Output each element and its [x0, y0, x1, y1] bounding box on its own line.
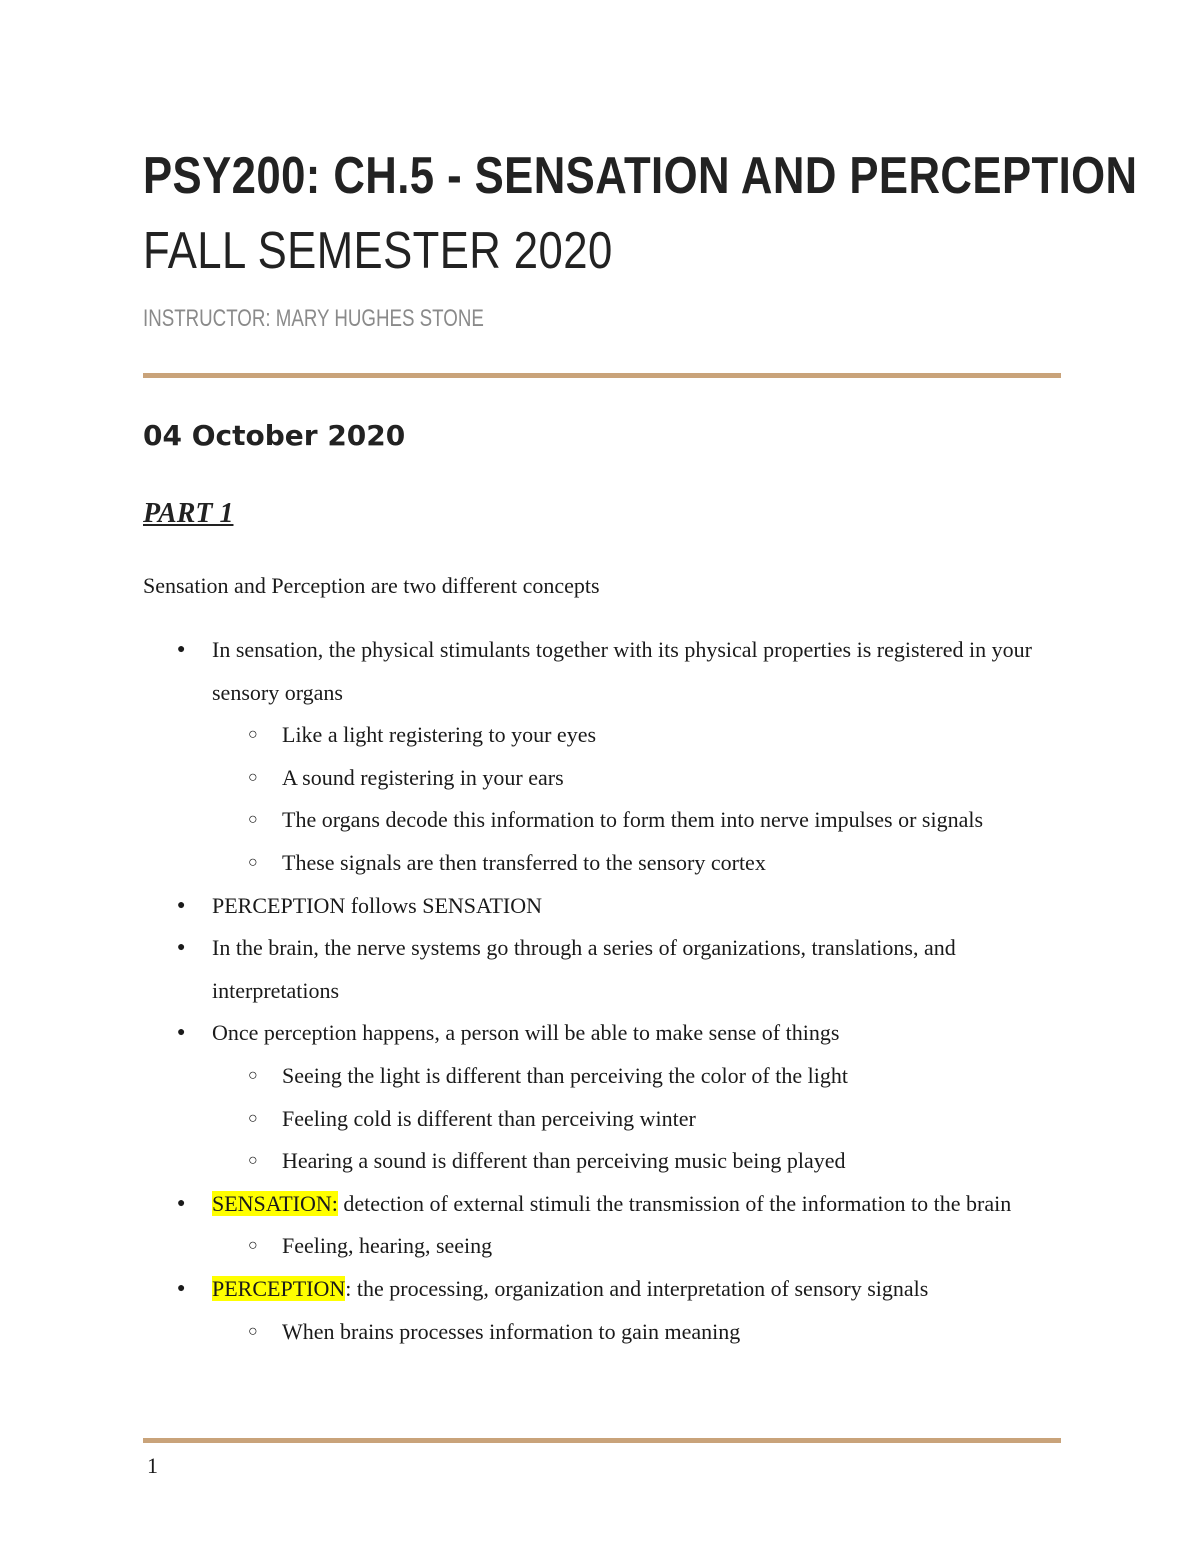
notes-list [0, 629, 1200, 1353]
hollow-bullet-icon: ○ [248, 853, 258, 871]
footer-divider [143, 1438, 1061, 1443]
hollow-bullet-icon: ○ [248, 726, 258, 744]
part-heading: PART 1 [143, 498, 234, 529]
bullet-text: Feeling, hearing, seeing [282, 1233, 493, 1259]
filled-bullet-icon: ● [177, 940, 186, 956]
filled-bullet-icon: ● [177, 642, 186, 657]
bullet-item [0, 1268, 1042, 1311]
header-divider [143, 373, 1061, 378]
sub-bullet-item [0, 714, 1062, 757]
sub-bullet-item [0, 1140, 1062, 1183]
sub-bullet-item [0, 757, 1062, 800]
bullet-text: : the processing, organization and interpretation of sensory signals [345, 1275, 929, 1301]
date-heading: 04 October 2020 [143, 419, 406, 452]
bullet-item [0, 927, 1042, 1012]
intro-paragraph: Sensation and Perception are two different concepts [143, 573, 600, 598]
hollow-bullet-icon: ○ [248, 1109, 258, 1127]
filled-bullet-icon: ● [177, 1025, 186, 1041]
bullet-text: The organs decode this information to form them into nerve impulses or signals [282, 807, 984, 833]
bullet-text: When brains processes information to gain meaning [282, 1318, 741, 1344]
bullet-text: Feeling cold is different than perceiving winter [282, 1105, 696, 1131]
page-number: 1 [147, 1453, 158, 1478]
bullet-item [0, 629, 1042, 714]
hollow-bullet-icon: ○ [248, 1066, 258, 1084]
filled-bullet-icon: ● [177, 897, 186, 913]
filled-bullet-icon: ● [177, 1195, 186, 1211]
bullet-text: PERCEPTION follows SENSATION [212, 892, 543, 918]
bullet-text: These signals are then transferred to the sensory cortex [282, 849, 766, 875]
highlighted-term: SENSATION: [212, 1190, 338, 1216]
bullet-text: Seeing the light is different than perceiving the color of the light [282, 1062, 848, 1088]
bullet-item [0, 1183, 1042, 1226]
hollow-bullet-icon: ○ [248, 768, 258, 786]
sub-bullet-item [0, 1098, 1062, 1141]
highlighted-term: PERCEPTION [212, 1275, 346, 1301]
document-subtitle: FALL SEMESTER 2020 [143, 222, 613, 280]
sub-bullet-item [0, 1225, 1062, 1268]
bullet-item [0, 1012, 1042, 1055]
hollow-bullet-icon: ○ [248, 1237, 258, 1255]
hollow-bullet-icon: ○ [248, 1152, 258, 1170]
bullet-text: detection of external stimuli the transmission of the information to the brain [337, 1190, 1012, 1216]
instructor-line: INSTRUCTOR: MARY HUGHES STONE [143, 305, 484, 332]
bullet-text: In the brain, the nerve systems go through a series of organizations, translations, and interpretations [212, 935, 956, 1003]
bullet-item [0, 885, 1042, 928]
sub-bullet-item [0, 799, 1062, 842]
filled-bullet-icon: ● [177, 1280, 186, 1296]
document-title: PSY200: CH.5 - SENSATION AND PERCEPTION [143, 147, 1138, 205]
sub-bullet-item [0, 842, 1062, 885]
bullet-text: In sensation, the physical stimulants together with its physical properties is registered in your sensory organs [212, 637, 1032, 705]
sub-bullet-item [0, 1055, 1062, 1098]
bullet-text: Once perception happens, a person will be able to make sense of things [212, 1020, 840, 1046]
sub-bullet-item [0, 1311, 1062, 1354]
bullet-text: A sound registering in your ears [282, 764, 564, 790]
bullet-text: Hearing a sound is different than perceiving music being played [282, 1148, 846, 1174]
bullet-text: Like a light registering to your eyes [282, 722, 597, 748]
hollow-bullet-icon: ○ [248, 811, 258, 829]
hollow-bullet-icon: ○ [248, 1322, 258, 1340]
